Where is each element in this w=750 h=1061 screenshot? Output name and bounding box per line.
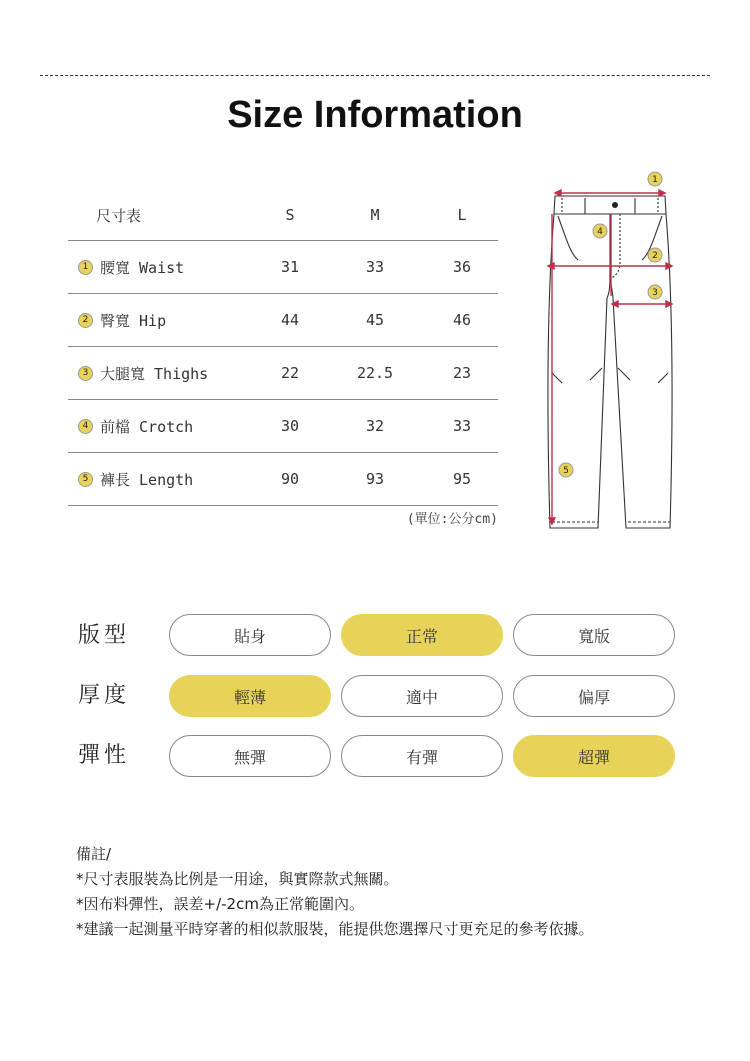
size-table [68, 190, 498, 506]
marker-badge: 1 [78, 260, 93, 275]
row-label: 腰寬 Waist [100, 258, 185, 277]
marker-badge: 5 [78, 472, 93, 487]
value-s: 44 [280, 311, 300, 329]
table-row [68, 453, 498, 506]
header-size-s: S [285, 206, 295, 224]
value-m: 93 [365, 470, 385, 488]
value-s: 90 [280, 470, 300, 488]
dashed-divider [40, 75, 710, 76]
value-m: 32 [365, 417, 385, 435]
row-label: 前檔 Crotch [100, 417, 194, 436]
right-leg-outline [613, 214, 672, 528]
row-label: 大腿寬 Thighs [100, 364, 209, 383]
attr-label-fit: 版型 [78, 623, 131, 648]
option-stretch-some: 有彈 [341, 735, 503, 777]
marker-3: 3 [652, 288, 658, 298]
note-line: *尺寸表服裝為比例是一用途，與實際款式無關。 [76, 870, 399, 888]
option-stretch-none: 無彈 [169, 735, 331, 777]
value-l: 33 [452, 417, 472, 435]
note-line: *因布料彈性，誤差+/-2cm為正常範圍內。 [76, 895, 364, 913]
header-size-m: M [370, 206, 380, 224]
value-l: 46 [452, 311, 472, 329]
table-row [68, 347, 498, 400]
table-row [68, 294, 498, 347]
button-icon [612, 202, 618, 208]
attr-label-thickness: 厚度 [78, 683, 131, 708]
value-l: 95 [452, 470, 472, 488]
row-label: 臀寬 Hip [100, 311, 167, 330]
header-label: 尺寸表 [96, 206, 142, 225]
marker-1: 1 [652, 175, 658, 185]
value-s: 22 [280, 364, 300, 382]
value-s: 30 [280, 417, 300, 435]
value-m: 33 [365, 258, 385, 276]
marker-badge: 4 [78, 419, 93, 434]
marker-4: 4 [597, 227, 603, 237]
marker-2: 2 [652, 251, 658, 261]
option-stretch-super: 超彈 [513, 735, 675, 777]
table-row [68, 241, 498, 294]
marker-badge: 3 [78, 366, 93, 381]
marker-badge: 2 [78, 313, 93, 328]
pants-diagram [540, 168, 680, 538]
attr-label-stretch: 彈性 [78, 743, 131, 768]
option-fit-regular: 正常 [341, 614, 503, 656]
note-line: *建議一起測量平時穿著的相似款服裝，能提供您選擇尺寸更充足的參考依據。 [76, 920, 594, 938]
row-label: 褲長 Length [100, 470, 194, 489]
option-fit-loose: 寬版 [513, 614, 675, 656]
waistband-outline [554, 196, 666, 214]
value-m: 45 [365, 311, 385, 329]
option-thickness-thick: 偏厚 [513, 675, 675, 717]
notes-section [76, 842, 594, 942]
value-l: 36 [452, 258, 472, 276]
option-thickness-thin: 輕薄 [169, 675, 331, 717]
table-row [68, 400, 498, 453]
header-size-l: L [457, 206, 467, 224]
table-header [68, 190, 498, 241]
value-m: 22.5 [356, 364, 394, 382]
value-l: 23 [452, 364, 472, 382]
notes-heading: 備註/ [76, 845, 112, 863]
unit-note: (單位:公分cm) [406, 512, 498, 527]
page-title: Size Information [227, 94, 523, 136]
marker-5: 5 [563, 466, 569, 476]
option-thickness-medium: 適中 [341, 675, 503, 717]
value-s: 31 [280, 258, 300, 276]
left-leg-outline [548, 214, 607, 528]
option-fit-slim: 貼身 [169, 614, 331, 656]
